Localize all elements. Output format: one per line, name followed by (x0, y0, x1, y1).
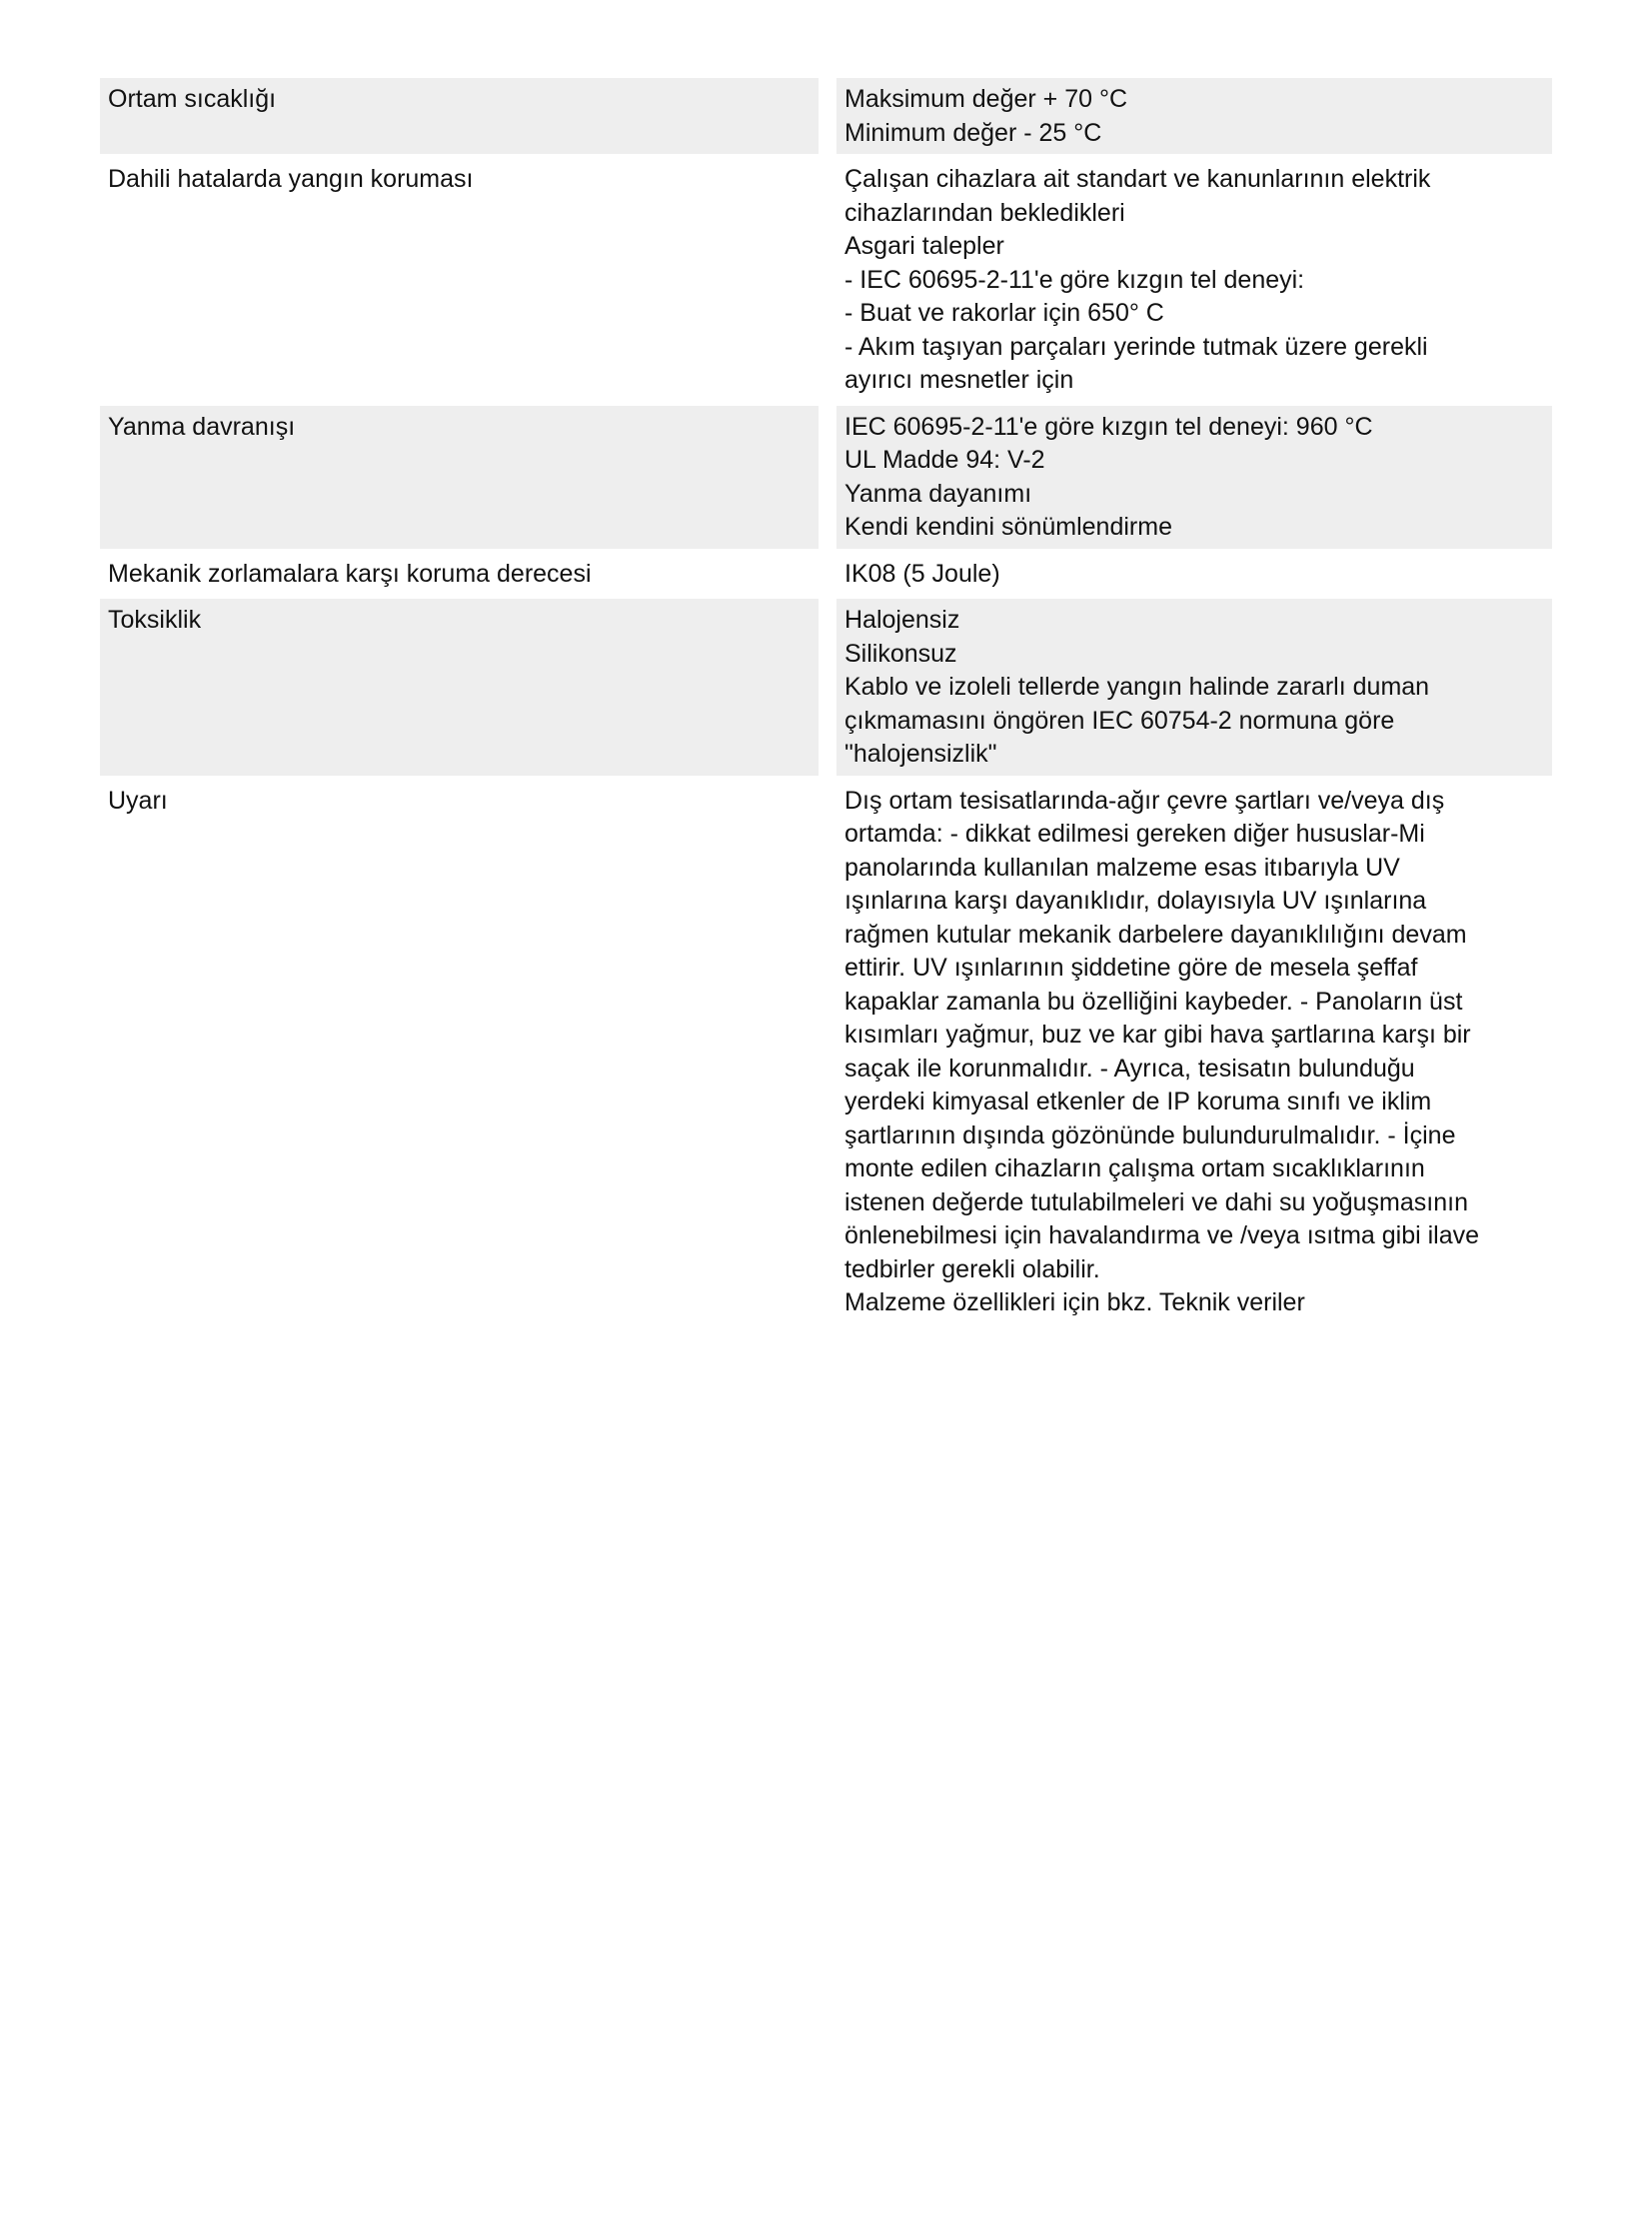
value-line: ortamda: - dikkat edilmesi gereken diğer hususlar-Mi (844, 820, 1425, 848)
row-value (836, 158, 1552, 402)
column-gap (819, 78, 836, 154)
column-gap (819, 780, 836, 1324)
row-value (836, 599, 1552, 776)
row-label: Yanma davranışı (100, 406, 819, 549)
value-line: yerdeki kimyasal etkenler de IP koruma sınıfı ve iklim (844, 1088, 1432, 1116)
value-line: - Akım taşıyan parçaları yerinde tutmak üzere gerekli (844, 332, 1428, 361)
value-line: Halojensiz (844, 606, 960, 634)
column-gap (819, 599, 836, 776)
table-row (100, 599, 1552, 776)
value-line: Dış ortam tesisatlarında-ağır çevre şartları ve/veya dış (844, 786, 1445, 815)
table-row (100, 780, 1552, 1324)
row-label: Ortam sıcaklığı (100, 78, 819, 154)
table-row (100, 553, 1552, 596)
value-line: Silikonsuz (844, 639, 957, 668)
value-line: Maksimum değer + 70 °C (844, 85, 1128, 113)
value-line: çıkmamasını öngören IEC 60754-2 normuna göre (844, 706, 1395, 735)
row-label: Dahili hatalarda yangın koruması (108, 165, 474, 193)
value-line: cihazlarından bekledikleri (844, 198, 1125, 227)
value-line: Çalışan cihazlara ait standart ve kanunlarının elektrik (844, 165, 1431, 193)
value-line: ışınlarına karşı dayanıklıdır, dolayısıyla UV ışınlarına (844, 887, 1427, 915)
row-label: Uyarı (108, 786, 168, 815)
value-line: istenen değerde tutulabilmeleri ve dahi su yoğuşmasının (844, 1187, 1468, 1216)
value-line: UL Madde 94: V-2 (844, 446, 1045, 474)
row-label: Mekanik zorlamalara karşı koruma derecesi (108, 559, 592, 588)
value-line: panolarında kullanılan malzeme esas itıbarıyla UV (844, 853, 1400, 882)
spec-table-body (100, 78, 1552, 1324)
row-value (836, 406, 1552, 549)
row-label: Toksiklik (100, 599, 819, 776)
value-line: Minimum değer - 25 °C (844, 118, 1102, 147)
value-line: ettirir. UV ışınlarının şiddetine göre de mesela şeffaf (844, 954, 1418, 982)
table-row (100, 78, 1552, 154)
value-line: - IEC 60695-2-11'e göre kızgın tel deneyi: (844, 265, 1305, 294)
value-line: şartlarının dışında gözönünde bulundurulmalıdır. - İçine (844, 1120, 1456, 1149)
column-gap (819, 158, 836, 402)
row-value (836, 780, 1552, 1324)
value-line: - Buat ve rakorlar için 650° C (844, 299, 1164, 327)
value-line: rağmen kutular mekanik darbelere dayanıklılığını devam (844, 920, 1467, 949)
value-line: "halojensizlik" (844, 740, 997, 768)
column-gap (819, 553, 836, 596)
value-line: Yanma dayanımı (844, 479, 1032, 508)
value-line: tedbirler gerekli olabilir. (844, 1254, 1100, 1283)
value-line: ayırıcı mesnetler için (844, 366, 1074, 394)
value-line: IEC 60695-2-11'e göre kızgın tel deneyi: 960 °C (844, 412, 1373, 441)
table-row (100, 158, 1552, 402)
value-line: Asgari talepler (844, 232, 1004, 260)
row-value (836, 553, 1552, 596)
column-gap (819, 406, 836, 549)
value-line: Malzeme özellikleri için bkz. Teknik veriler (844, 1288, 1305, 1316)
value-line: IK08 (5 Joule) (844, 559, 1000, 588)
value-line: kısımları yağmur, buz ve kar gibi hava şartlarına karşı bir (844, 1021, 1471, 1049)
spec-table (100, 74, 1552, 1328)
value-line: kapaklar zamanla bu özelliğini kaybeder. - Panoların üst (844, 987, 1463, 1016)
value-line: monte edilen cihazların çalışma ortam sıcaklıklarının (844, 1154, 1425, 1182)
table-row (100, 406, 1552, 549)
value-line: önlenebilmesi için havalandırma ve /veya ısıtma gibi ilave (844, 1221, 1480, 1249)
value-line: Kablo ve izoleli tellerde yangın halinde zararlı duman (844, 673, 1430, 701)
value-line: saçak ile korunmalıdır. - Ayrıca, tesisatın bulunduğu (844, 1054, 1415, 1083)
value-line: Kendi kendini sönümlendirme (844, 513, 1172, 541)
row-value (836, 78, 1552, 154)
